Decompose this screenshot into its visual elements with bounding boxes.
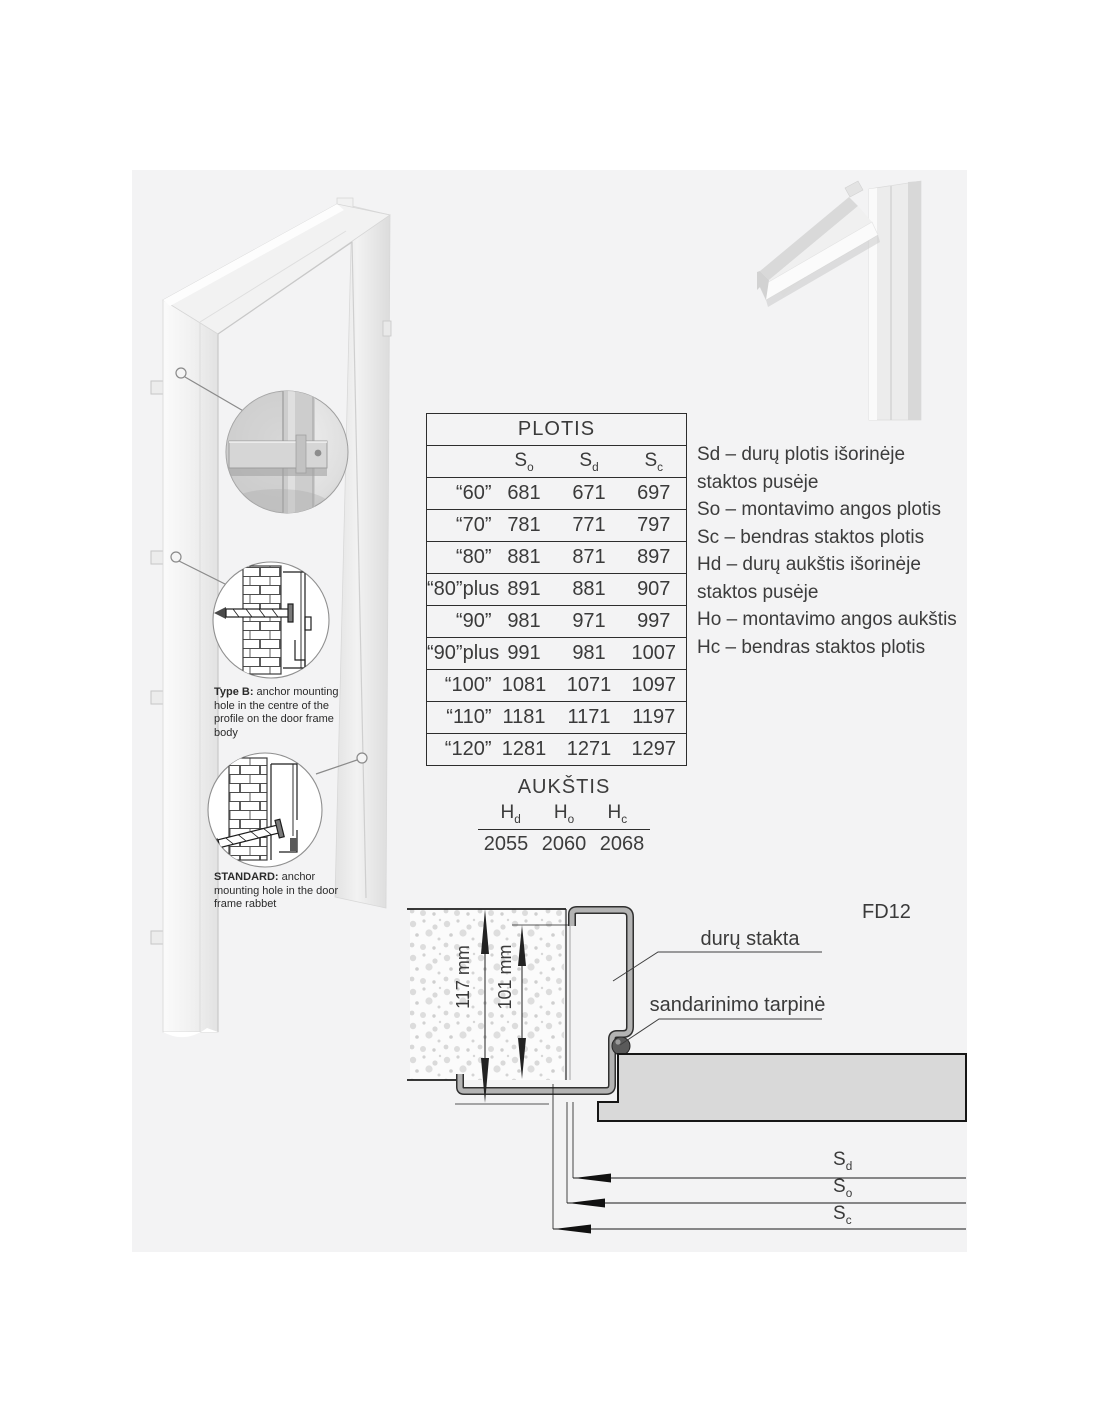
col-header-sd: $S_d$ [557,446,622,478]
legend-item: Hc – bendras staktos plotis [697,636,926,658]
detail-standard-circle [205,753,322,867]
table-row: “100” 1081 1071 1097 [427,670,687,702]
leader-frame-label [613,952,822,981]
table-row: “110” 1181 1171 1197 [427,702,687,734]
dim-sd-label: $S_d$ [833,1149,853,1173]
type-b-label: Type B: [214,686,254,698]
marker-circle [176,368,186,378]
frame-right-post [335,206,390,908]
standard-label: STANDARD: [214,871,279,883]
table-row: “80” 881 871 897 [427,542,687,574]
brick-wall [243,566,281,674]
legend-item: So – montavimo angos plotis [697,499,941,520]
type-b-note: Type B: anchor mounting hole in the centre of the profile on the door frame body [214,686,339,739]
dim-so-label: $S_o$ [833,1176,853,1200]
height-table-header: $H_d$ $H_o$ $H_c$ [478,802,650,830]
frame-left-post [163,300,218,1032]
corner-profile-render [757,181,921,420]
width-table [426,413,687,766]
brick-wall [229,758,267,860]
cross-section [407,909,966,1234]
marker-circle [357,753,367,763]
table-title: PLOTIS [427,414,687,446]
col-header-sc: $S_c$ [622,446,687,478]
latch-detail [383,321,391,336]
table-row: “80”plus 891 881 907 [427,574,687,606]
section-code: FD12 [862,901,911,923]
table-row: “90” 981 971 997 [427,606,687,638]
marker-circle [171,552,181,562]
dim-sc-label: $S_c$ [833,1203,852,1227]
height-table [478,776,650,856]
height-table-title: AUKŠTIS [517,776,611,798]
legend [697,441,969,661]
table-row: “90”plus 991 981 1007 [427,638,687,670]
table-row: “60” 681 671 697 [427,478,687,510]
door-leaf-section [598,1054,966,1121]
legend-item: Hd – durų aukštis išorinėje staktos pusėje [697,554,921,603]
seal-label: sandarinimo tarpinė [649,994,826,1016]
leader-seal-label [620,1019,822,1045]
table-row: “120” 1281 1271 1297 [427,734,687,766]
dim-117-label: 117 mm [453,945,473,1009]
height-table-values: 2055 2060 2068 [483,832,645,855]
table-title-row [427,414,687,446]
crossbar [229,441,327,468]
table-header-row [427,446,687,478]
frame-label: durų stakta [700,928,800,950]
table-row: “70” 781 771 797 [427,510,687,542]
screw-icon [315,450,322,457]
detail-type-b-circle [213,562,329,678]
legend-item: Sc – bendras staktos plotis [697,526,925,548]
legend-item: Ho – montavimo angos aukštis [697,609,957,630]
col-header-so: $S_o$ [492,446,557,478]
standard-note: STANDARD: anchor mounting hole in the door frame rabbet [214,871,339,910]
legend-item: Sd – durų plotis išorinėje staktos pusėje [697,444,906,493]
dim-101-label: 101 mm [495,944,515,1010]
detail-photo-circle [224,388,348,523]
channel-back-fin [845,181,863,197]
